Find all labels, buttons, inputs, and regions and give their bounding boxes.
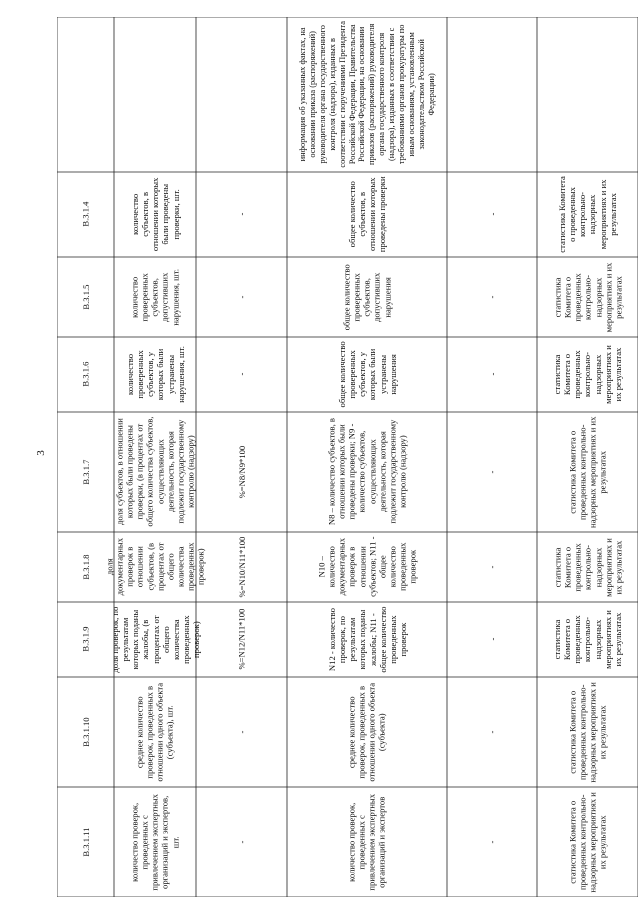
row-В.3.1.7-variables-cell-text: N8 – количество субъектов, в отношении которых были проведены проверки; N9 - количество субъектов, осуществляющих деятельность, которая подлежит государственному контролю (надзору) bbox=[326, 418, 408, 526]
row-В.3.1.8-note-cell bbox=[447, 532, 537, 602]
row-В.3.1.7-note-cell-text: - bbox=[486, 470, 497, 474]
row-В.3.1.6-indicator-cell bbox=[114, 337, 196, 412]
row-В.3.1.10-indicator-cell bbox=[114, 677, 196, 787]
row-В.3.1.10-code-cell bbox=[57, 677, 114, 787]
row-В.3.1.6-source-cell bbox=[537, 337, 638, 412]
row-В.3.1.11-code-cell bbox=[57, 787, 114, 897]
row-В.3.1.7-formula-cell-text: %=N8/N9*100 bbox=[236, 445, 247, 499]
row-В.3.1.4-code-cell-text: В.3.1.4 bbox=[80, 201, 91, 228]
row-В.3.1.9-note-cell bbox=[447, 602, 537, 677]
row-В.3.1.9-variables-cell bbox=[287, 602, 447, 677]
row-В.3.1.9-code-cell-text: В.3.1.9 bbox=[80, 626, 91, 653]
row-В.3.1.8-variables-cell bbox=[287, 532, 447, 602]
row-В.3.1.5-note-cell-text: - bbox=[486, 295, 497, 299]
row-В.3.1.9-code-cell bbox=[57, 602, 114, 677]
row-В.3.1.10-variables-cell-text: среднее количество проверок, проведенных в отношении одного объекта (субъекта) bbox=[346, 682, 388, 782]
row-В.3.1.9-formula-cell bbox=[196, 602, 287, 677]
row-В.3.1.4-note-cell-text: - bbox=[486, 213, 497, 216]
row-В.3.1.7-source-cell bbox=[537, 412, 638, 532]
row-В.3.1.5-source-cell bbox=[537, 257, 638, 337]
row-В.3.1.6-formula-cell bbox=[196, 337, 287, 412]
row-В.3.1.6-variables-cell bbox=[287, 337, 447, 412]
row-В.3.1.7-source-cell-text: статистика Комитета о проведенных контрольно-надзорных мероприятиях и их результатах bbox=[567, 416, 608, 528]
row-В.3.1.11-formula-cell-text: - bbox=[236, 840, 247, 844]
row-В.3.1.5-variables-cell-text: общее количество проверенных субъектов, допустивших нарушения bbox=[341, 263, 393, 331]
row-В.3.1.4-note-cell bbox=[447, 172, 537, 257]
row-В.3.1.6-note-cell-text: - bbox=[486, 373, 497, 376]
row-В.3.1.11-variables-cell bbox=[287, 787, 447, 897]
row-В.3.1.10-code-cell-text: В.3.1.10 bbox=[80, 717, 91, 747]
row-В.3.1.7-note-cell bbox=[447, 412, 537, 532]
row-В.3.1.8-source-cell bbox=[537, 532, 638, 602]
row-В.3.1.10-variables-cell bbox=[287, 677, 447, 787]
row-В.3.1.5-note-cell bbox=[447, 257, 537, 337]
row-В.3.1.6-variables-cell-text: общее количество проверенных субъектов, у которых были устранены нарушения bbox=[336, 341, 398, 408]
row-В.3.1.7-indicator-cell-text: доля субъектов, в отношении которых были проведены проверки, (в процентах от общего количества субъектов, осуществляющих деятельность, которая подлежит государственному контролю (надзору) bbox=[114, 417, 196, 528]
row-В.3.1.10-indicator-cell-text: среднее количество проверок, проведенных в отношении одного объекта (субъекта), шт. bbox=[134, 682, 176, 782]
row-В.3.1.5-source-cell-text: статистика Комитета о проведенных контрольно-надзорных мероприятиях и их результатах bbox=[552, 262, 623, 332]
row-В.3.1.8-source-cell-text: статистика Комитета о проведенных контрольно-надзорных мероприятиях и их результатах bbox=[552, 537, 623, 597]
row-В.3.1.10-note-cell-text: - bbox=[486, 730, 497, 734]
row-В.3.1.8-code-cell-text: В.3.1.8 bbox=[80, 554, 91, 580]
row-В.3.1.4-variables-cell-text: общее количество субъектов, в отношении которых проведены проверки bbox=[346, 176, 388, 253]
row-В.3.1.10-formula-cell-text: - bbox=[236, 730, 247, 734]
row-В.3.1.11-formula-cell bbox=[196, 787, 287, 897]
row-В.3.1.6-code-cell-text: В.3.1.6 bbox=[80, 361, 91, 388]
row-В.3.1.5-formula-cell-text: - bbox=[236, 295, 247, 299]
row-В.3.1.11-note-cell bbox=[447, 787, 537, 897]
row-В.3.1.4-formula-cell bbox=[196, 172, 287, 257]
row-В.3.1.4-source-cell-text: статистика Комитета о проведенных контрольно-надзорных мероприятиях и их результатах bbox=[557, 176, 618, 253]
row-В.3.1.9-note-cell-text: - bbox=[486, 638, 497, 641]
row-В.3.1.7-formula-cell bbox=[196, 412, 287, 532]
row-В.3.1.9-source-cell bbox=[537, 602, 638, 677]
row-В.3.1.10-source-cell-text: статистика Комитета о проведенных контрольно-надзорных мероприятиях и их результатах bbox=[567, 681, 608, 783]
row-В.3.1.9-source-cell-text: статистика Комитета о проведенных контрольно-надзорных мероприятиях и их результатах bbox=[552, 610, 623, 669]
row-В.3.1.9-indicator-cell bbox=[109, 602, 201, 677]
continued-variables-cell-text: информация об указанных фактах, на основании приказа (распоряжений) руководителя органа государственного контроля (надзора), изданных в соответствии с поручениями Президента Российской Федерации, Правительства Российской Федерации, на основании приказов (распоряжений) руководителя органа государственного контроля (надзора), изданных в соответствии с требованиями органов прокуратуры по иным основаниям, установленным законодательством Российской Федерации) bbox=[297, 21, 436, 168]
row-В.3.1.4-indicator-cell bbox=[114, 172, 196, 257]
row-В.3.1.11-source-cell-text: статистика Комитета о проведенных контрольно-надзорных мероприятиях и их результатах bbox=[567, 791, 608, 893]
row-В.3.1.6-formula-cell-text: - bbox=[236, 373, 247, 376]
row-В.3.1.6-source-cell-text: статистика Комитета о проведенных контрольно-надзорных мероприятиях и их результатах bbox=[552, 345, 623, 404]
row-В.3.1.8-indicator-cell bbox=[104, 532, 206, 602]
row-В.3.1.9-formula-cell-text: %=N12/N11*100 bbox=[236, 609, 247, 670]
row-В.3.1.8-formula-cell-text: %=N10/N11*100 bbox=[236, 536, 247, 598]
row-В.3.1.7-code-cell bbox=[57, 412, 114, 532]
row-В.3.1.5-code-cell-text: В.3.1.5 bbox=[80, 284, 91, 310]
row-В.3.1.9-indicator-cell-text: доля проверок, по результатам которых поданы жалобы, (в процентах от общего количества проведенных проверок) bbox=[109, 606, 201, 673]
row-В.3.1.5-indicator-cell bbox=[114, 257, 196, 337]
row-В.3.1.6-indicator-cell-text: количество проверенных субъектов, у которых были устранены нарушения, шт. bbox=[124, 346, 186, 403]
row-В.3.1.11-source-cell bbox=[537, 787, 638, 897]
row-В.3.1.7-indicator-cell bbox=[114, 412, 196, 532]
row-В.3.1.10-note-cell bbox=[447, 677, 537, 787]
row-В.3.1.5-indicator-cell-text: количество проверенных субъектов, допустивших нарушения, шт. bbox=[129, 268, 181, 326]
row-В.3.1.4-code-cell bbox=[57, 172, 114, 257]
row-В.3.1.6-code-cell bbox=[57, 337, 114, 412]
row-В.3.1.8-indicator-cell-text: доля документарных проверок в отношении субъектов, (в процентах от общего количества проведенных проверок) bbox=[104, 538, 206, 596]
row-В.3.1.8-variables-cell-text: N10 – количество документарных проверок в отношении субъектов; N11 - общее количество проведенных проверок bbox=[316, 536, 418, 598]
row-В.3.1.10-formula-cell bbox=[196, 677, 287, 787]
row-В.3.1.9-variables-cell-text: N12 - количество проверок, по результатам которых поданы жалобы; N11 - общее количество проведенных проверок bbox=[326, 606, 408, 673]
row-В.3.1.11-code-cell-text: В.3.1.11 bbox=[80, 827, 91, 857]
row-В.3.1.11-indicator-cell bbox=[114, 787, 196, 897]
row-В.3.1.6-note-cell bbox=[447, 337, 537, 412]
row-В.3.1.5-variables-cell bbox=[287, 257, 447, 337]
indicators-table bbox=[57, 17, 638, 897]
row-В.3.1.5-code-cell bbox=[57, 257, 114, 337]
row-В.3.1.10-source-cell bbox=[537, 677, 638, 787]
row-В.3.1.5-formula-cell bbox=[196, 257, 287, 337]
row-В.3.1.4-indicator-cell-text: количество субъектов, в отношении которых были проведены проверки, шт. bbox=[129, 177, 181, 252]
continued-variables-cell bbox=[287, 17, 447, 172]
row-В.3.1.7-variables-cell bbox=[287, 412, 447, 532]
row-В.3.1.11-variables-cell-text: количество проверок, проведенных с привлечением экспертных организаций и экспертов bbox=[346, 793, 388, 891]
row-В.3.1.4-source-cell bbox=[537, 172, 638, 257]
row-В.3.1.11-indicator-cell-text: количество проверок, проведенных с привлечением экспертных организаций и экспертов, шт. bbox=[129, 793, 181, 891]
row-В.3.1.4-formula-cell-text: - bbox=[236, 213, 247, 216]
row-В.3.1.8-formula-cell bbox=[196, 532, 287, 602]
row-В.3.1.11-note-cell-text: - bbox=[486, 840, 497, 844]
row-В.3.1.8-note-cell-text: - bbox=[486, 565, 497, 569]
page-number: 3 bbox=[35, 450, 47, 456]
row-В.3.1.7-code-cell-text: В.3.1.7 bbox=[80, 459, 91, 485]
row-В.3.1.4-variables-cell bbox=[287, 172, 447, 257]
